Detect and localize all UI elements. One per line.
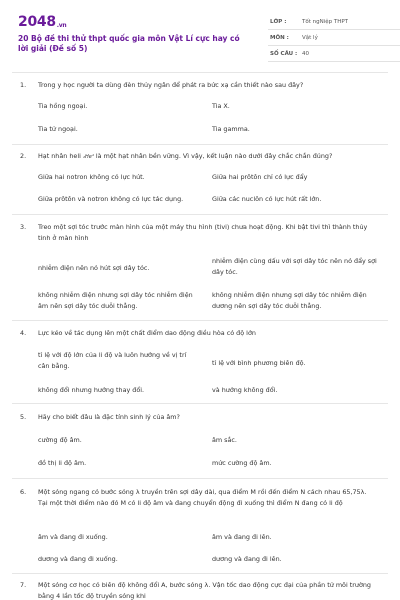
option-a[interactable]: nhiễm điện nên nó hút sợi dây tóc. bbox=[38, 264, 150, 272]
option-c[interactable]: không nhiễm điện nhưng sợi dây tóc nhiễm điện âm nên sợi dây tóc duỗi thẳng. bbox=[38, 291, 193, 310]
question-number: 1. bbox=[20, 81, 27, 89]
option-b[interactable]: tỉ lệ với bình phương biên độ. bbox=[212, 359, 306, 367]
site-logo[interactable]: $2048_{.vn}$ bbox=[18, 14, 67, 30]
question-text: Treo một sợi tóc trước màn hình của một máy thu hình (tivi) chưa hoạt động. Khi bật tivi thì thành thủy tinh ở màn hình bbox=[38, 223, 368, 242]
meta-row-count bbox=[268, 46, 400, 62]
meta-row-subject bbox=[268, 30, 400, 46]
option-d[interactable]: không nhiễm điện nhưng sợi dây tóc nhiễm điện dương nên sợi dây tóc duỗi thẳng. bbox=[212, 291, 367, 310]
meta-value: 40 bbox=[302, 51, 309, 57]
option-d[interactable]: dương và đang đi lên. bbox=[212, 555, 282, 563]
question-text: Trong y học người ta dùng đèn thủy ngân để phát ra bức xạ cần thiết nào sau đây? bbox=[38, 81, 304, 89]
question-text: Lực kéo về tác dụng lên một chất điểm dao động điều hòa có độ lớn bbox=[38, 329, 256, 337]
option-a[interactable]: Tia hồng ngoại. bbox=[38, 102, 88, 110]
option-c[interactable]: Giữa prôtôn và notron không có lực tác dụng. bbox=[38, 195, 184, 203]
question-number: 5. bbox=[20, 413, 27, 421]
option-b[interactable]: nhiễm điện cùng dấu với sợi dây tóc nên nó đẩy sợi dây tóc. bbox=[212, 257, 377, 276]
meta-key: LỚP : bbox=[270, 19, 287, 25]
option-a[interactable]: cường độ âm. bbox=[38, 436, 82, 444]
option-a[interactable]: Giữa hai notron không có lực hút. bbox=[38, 173, 145, 181]
option-d[interactable]: và hướng không đổi. bbox=[212, 386, 278, 394]
divider bbox=[12, 214, 388, 215]
divider bbox=[12, 403, 388, 404]
option-b[interactable]: âm sắc. bbox=[212, 436, 237, 444]
option-d[interactable]: mức cường độ âm. bbox=[212, 459, 272, 467]
question-number: 7. bbox=[20, 581, 27, 589]
question-text: Một sóng cơ học có biên độ không đổi A, bước sóng λ. Vận tốc dao động cực đại của phần tử môi trường bằng 4 lần tốc độ truyền sóng khi bbox=[38, 581, 371, 600]
question-number: 3. bbox=[20, 223, 27, 231]
meta-value: Tốt ngNiệp THPT bbox=[302, 19, 349, 25]
meta-value: Vật lý bbox=[302, 35, 318, 41]
document-header bbox=[18, 14, 384, 66]
divider bbox=[12, 478, 388, 479]
meta-key: MÔN : bbox=[270, 35, 289, 41]
meta-table bbox=[268, 14, 400, 62]
question-number: 2. bbox=[20, 152, 27, 160]
helium-formula: ₂He⁴ bbox=[82, 154, 94, 160]
divider bbox=[12, 72, 388, 73]
option-b[interactable]: âm và đang đi lên. bbox=[212, 533, 272, 541]
option-c[interactable]: không đổi nhưng hướng thay đổi. bbox=[38, 386, 145, 394]
question-text: Hãy cho biết đâu là đặc tính sinh lý của âm? bbox=[38, 413, 180, 421]
option-b[interactable]: Giữa hai prôtôn chỉ có lực đẩy bbox=[212, 173, 308, 181]
question-number: 6. bbox=[20, 488, 27, 496]
document-title: 20 Bộ đề thi thử thpt quốc gia môn Vật Lí cực hay có lời giải (Đề số 5) bbox=[18, 34, 240, 53]
option-a[interactable]: tỉ lệ với độ lớn của li độ và luôn hướng về vị trí cân bằng. bbox=[38, 351, 187, 370]
question-text: Hạt nhân heli ₂He⁴ là một hạt nhân bền vững. Vì vậy, kết luận nào dưới đây chắc chắn đúng? bbox=[38, 152, 333, 160]
divider bbox=[12, 144, 388, 145]
meta-row-class bbox=[268, 14, 400, 30]
option-c[interactable]: dương và đang đi xuống. bbox=[38, 555, 118, 563]
option-d[interactable]: Giữa các nuclôn có lực hút rất lớn. bbox=[212, 195, 322, 203]
question-number: 4. bbox=[20, 329, 27, 337]
question-text: Một sóng ngang có bước sóng λ truyền trên sợi dây dài, qua điểm M rồi đến điểm N cách nhau 65,75λ. Tại một thời điểm nào đó M có li độ âm và đang chuyển động đi xuống thì điểm N đang có li độ bbox=[38, 488, 367, 507]
option-c[interactable]: Tia tử ngoại. bbox=[38, 125, 78, 133]
option-a[interactable]: âm và đang đi xuống. bbox=[38, 533, 108, 541]
option-c[interactable]: đồ thị li độ âm. bbox=[38, 459, 87, 467]
option-d[interactable]: Tia gamma. bbox=[212, 125, 250, 133]
divider bbox=[12, 573, 388, 574]
logo-suffix: .vn bbox=[56, 22, 67, 29]
meta-key: SỐ CÂU : bbox=[270, 51, 298, 57]
divider bbox=[12, 320, 388, 321]
option-b[interactable]: Tia X. bbox=[212, 102, 230, 110]
